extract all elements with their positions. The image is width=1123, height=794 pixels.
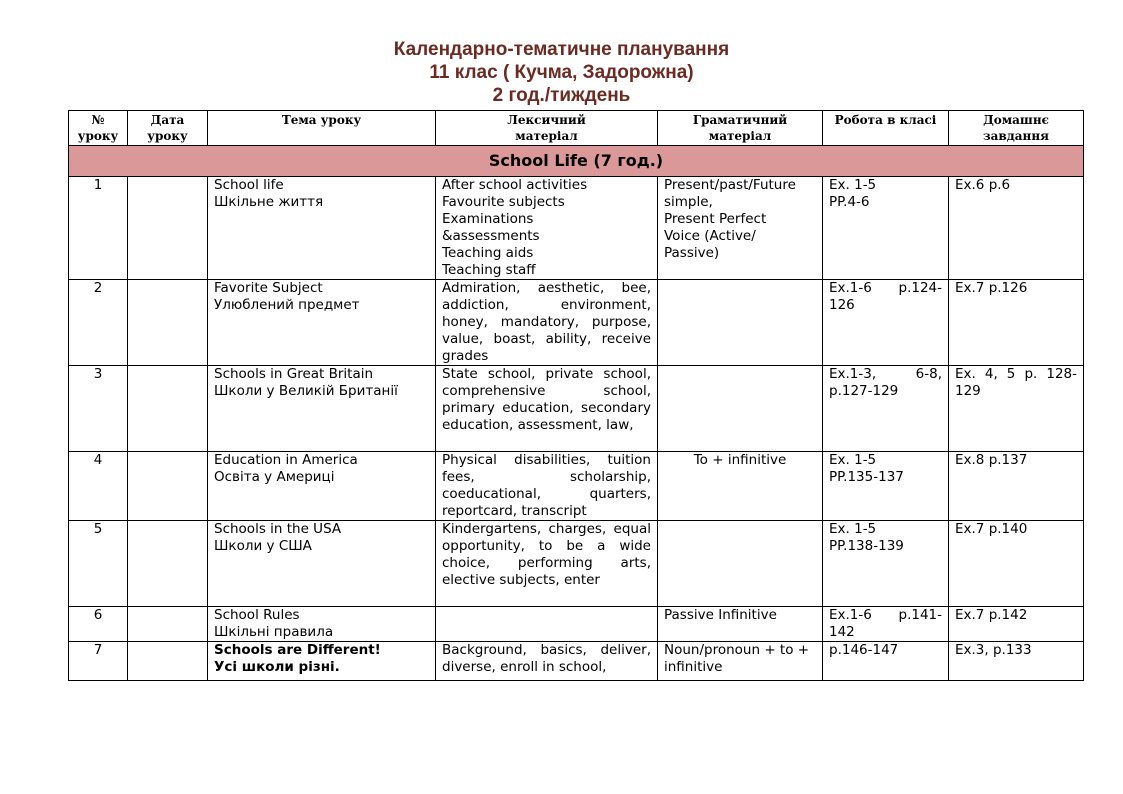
lesson-classwork: Ex. 1-5 PP.138-139 — [823, 521, 949, 607]
lesson-homework: Ex.3, p.133 — [949, 642, 1084, 681]
lesson-classwork: Ex.1-3, 6-8, p.127-129 — [823, 366, 949, 452]
section-row — [69, 146, 1084, 177]
lesson-date — [128, 280, 208, 366]
lesson-classwork: Ex. 1-5 PP.4-6 — [823, 177, 949, 280]
lesson-grammar — [658, 366, 823, 452]
title-line-2: 11 клас ( Кучма, Задорожна) — [429, 62, 694, 83]
lesson-lexical: State school, private school, comprehensive school, primary education, secondary education, assessment, law, — [436, 366, 658, 452]
lesson-grammar: To + infinitive — [658, 452, 823, 521]
lesson-homework: Ex.7 p.126 — [949, 280, 1084, 366]
lesson-topic: Favorite Subject Улюблений предмет — [208, 280, 436, 366]
lesson-homework: Ex.6 p.6 — [949, 177, 1084, 280]
lesson-topic: School Rules Шкільні правила — [208, 607, 436, 642]
lesson-date — [128, 642, 208, 681]
header-row — [69, 111, 1084, 146]
lesson-topic: Education in America Освіта у Америці — [208, 452, 436, 521]
lesson-number: 6 — [69, 607, 128, 642]
lesson-topic: Schools in the USA Школи у США — [208, 521, 436, 607]
lesson-topic: Schools are Different! Усі школи різні. — [208, 642, 436, 681]
lesson-number: 4 — [69, 452, 128, 521]
header-grammar: Граматичний матеріал — [658, 111, 823, 146]
lesson-lexical: Background, basics, deliver, diverse, enroll in school, — [436, 642, 658, 681]
lesson-grammar: Passive Infinitive — [658, 607, 823, 642]
lesson-date — [128, 177, 208, 280]
lesson-number: 5 — [69, 521, 128, 607]
lesson-homework: Ex.7 p.142 — [949, 607, 1084, 642]
lesson-topic: Schools in Great Britain Школи у Великій Британії — [208, 366, 436, 452]
lesson-topic: School life Шкільне життя — [208, 177, 436, 280]
header-lexical: Лексичний матеріал — [436, 111, 658, 146]
lesson-lexical: Kindergartens, charges, equal opportunity, to be a wide choice, performing arts, elective subjects, enter — [436, 521, 658, 607]
lesson-number: 7 — [69, 642, 128, 681]
table-row — [69, 642, 1084, 681]
lesson-grammar — [658, 521, 823, 607]
header-classwork: Робота в класі — [823, 111, 949, 146]
lesson-lexical: Admiration, aesthetic, bee, addiction, environment, honey, mandatory, purpose, value, boast, ability, receive grades — [436, 280, 658, 366]
table-row — [69, 452, 1084, 521]
table-row — [69, 521, 1084, 607]
lesson-date — [128, 366, 208, 452]
table-row — [69, 366, 1084, 452]
lesson-homework: Ex.7 p.140 — [949, 521, 1084, 607]
lesson-lexical — [436, 607, 658, 642]
page-title — [0, 38, 1123, 107]
table-row — [69, 280, 1084, 366]
lesson-classwork: Ex.1-6 p.141-142 — [823, 607, 949, 642]
lesson-lexical: After school activities Favourite subjects Examinations &assessments Teaching aids Teaching staff — [436, 177, 658, 280]
header-date: Дата уроку — [128, 111, 208, 146]
lesson-classwork: p.146-147 — [823, 642, 949, 681]
header-homework: Домашнє завдання — [949, 111, 1084, 146]
table-row — [69, 607, 1084, 642]
header-num: № уроку — [69, 111, 128, 146]
lesson-number: 1 — [69, 177, 128, 280]
lesson-grammar — [658, 280, 823, 366]
lesson-lexical: Physical disabilities, tuition fees, scholarship, coeducational, quarters, reportcard, transcript — [436, 452, 658, 521]
lesson-date — [128, 521, 208, 607]
lesson-grammar: Present/past/Future simple, Present Perfect Voice (Active/ Passive) — [658, 177, 823, 280]
lesson-date — [128, 452, 208, 521]
lesson-classwork: Ex. 1-5 PP.135-137 — [823, 452, 949, 521]
header-topic: Тема уроку — [208, 111, 436, 146]
title-line-1: Календарно-тематичне планування — [393, 39, 730, 60]
lesson-date — [128, 607, 208, 642]
lesson-homework: Ex. 4, 5 p. 128-129 — [949, 366, 1084, 452]
lesson-plan-table — [68, 110, 1084, 681]
lesson-classwork: Ex.1-6 p.124-126 — [823, 280, 949, 366]
lesson-number: 3 — [69, 366, 128, 452]
lesson-homework: Ex.8 p.137 — [949, 452, 1084, 521]
lesson-grammar: Noun/pronoun + to + infinitive — [658, 642, 823, 681]
table-row — [69, 177, 1084, 280]
lesson-number: 2 — [69, 280, 128, 366]
title-line-3: 2 год./тиждень — [492, 85, 631, 106]
section-title: School Life (7 год.) — [69, 146, 1084, 177]
